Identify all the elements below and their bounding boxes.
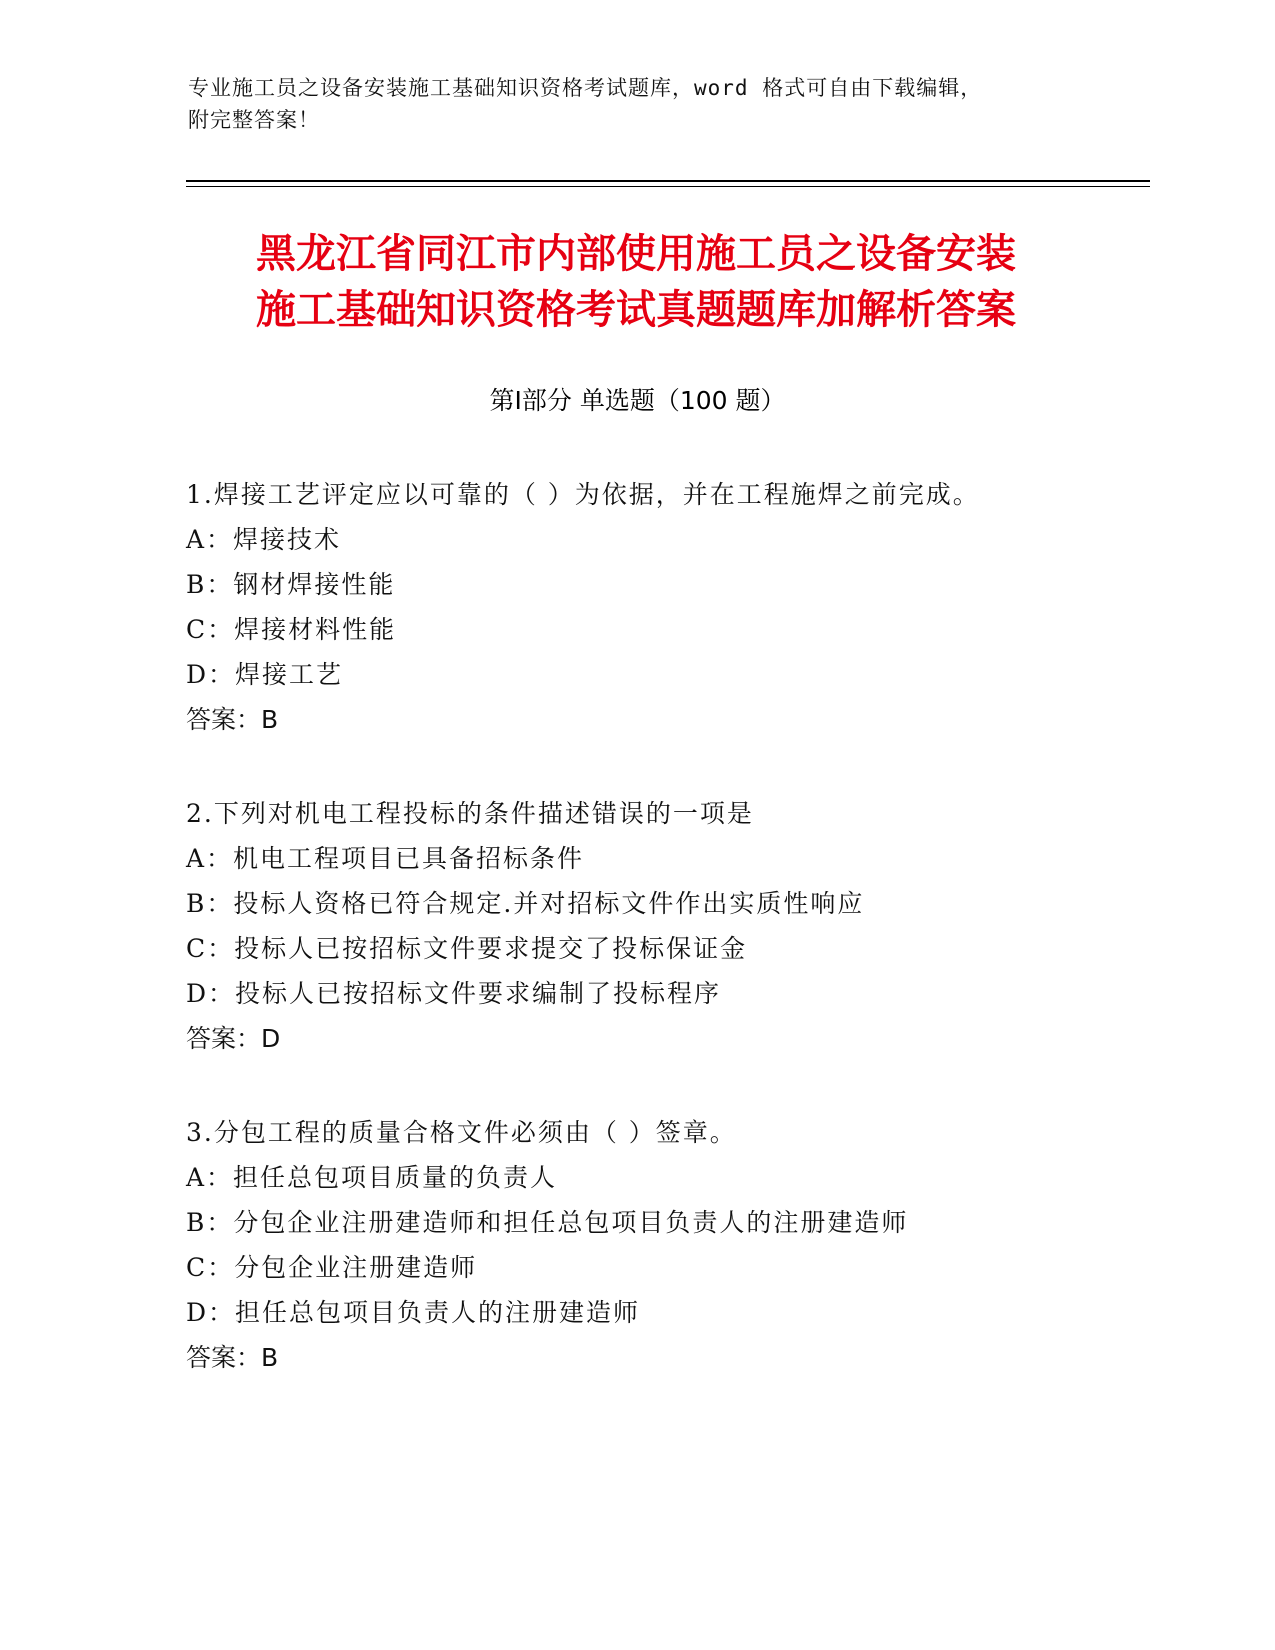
option-d: D：担任总包项目负责人的注册建造师 [186,1298,641,1327]
answer: 答案：D [186,1024,281,1053]
question-stem: 2.下列对机电工程投标的条件描述错误的一项是 [186,799,754,828]
header-note [188,72,1088,136]
question-2 [186,791,1186,1061]
question-1 [186,472,1186,742]
header-note-line-1: 专业施工员之设备安装施工基础知识资格考试题库，word 格式可自由下载编辑， [188,76,983,100]
option-c: C：投标人已按招标文件要求提交了投标保证金 [186,934,748,963]
option-a: A：机电工程项目已具备招标条件 [186,844,585,873]
document-title-line-2: 施工基础知识资格考试真题题库加解析答案 [256,287,1016,333]
header-divider-thin [186,186,1150,187]
header-divider-thick [186,180,1150,182]
question-3 [186,1110,1186,1380]
header-note-line-2: 附完整答案！ [188,108,320,132]
question-stem: 1.焊接工艺评定应以可靠的（ ）为依据，并在工程施焊之前完成。 [186,480,980,509]
option-c: C：分包企业注册建造师 [186,1253,478,1282]
answer: 答案：B [186,1343,279,1372]
option-b: B：分包企业注册建造师和担任总包项目负责人的注册建造师 [186,1208,909,1237]
question-stem: 3.分包工程的质量合格文件必须由（ ）签章。 [186,1118,737,1147]
answer: 答案：B [186,705,279,734]
document-title-line-1: 黑龙江省同江市内部使用施工员之设备安装 [256,231,1016,277]
option-d: D：焊接工艺 [186,660,344,689]
option-c: C：焊接材料性能 [186,615,397,644]
section-heading: 第Ⅰ部分 单选题（100 题） [489,386,786,415]
option-a: A：担任总包项目质量的负责人 [186,1163,558,1192]
option-a: A：焊接技术 [186,525,342,554]
document-title [186,226,1086,338]
option-b: B：投标人资格已符合规定.并对招标文件作出实质性响应 [186,889,865,918]
option-d: D：投标人已按招标文件要求编制了投标程序 [186,979,722,1008]
option-b: B：钢材焊接性能 [186,570,396,599]
